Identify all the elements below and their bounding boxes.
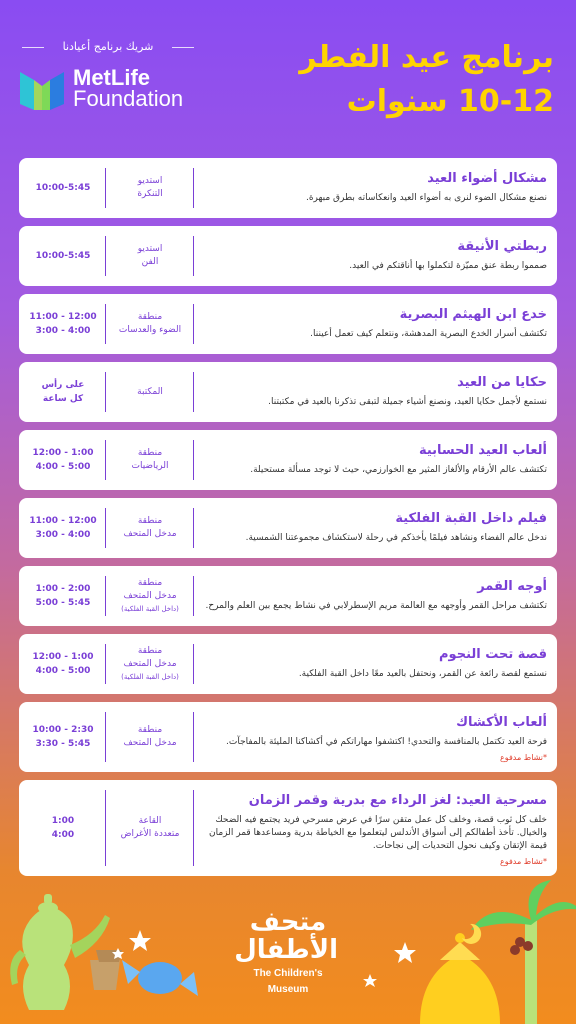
time-line: 4:00 - 5:00: [35, 462, 91, 472]
metlife-foundation-logo: [20, 66, 183, 110]
column-divider: [193, 508, 194, 548]
activity-card: [19, 362, 557, 422]
activity-description: ندخل عالم الفضاء ونشاهد فيلمًا يأخذكم في رحلة لاستكشاف مجموعتنا الشمسية.: [245, 533, 547, 543]
museum-name-english-1: The Children's: [253, 968, 323, 979]
activity-description: صمموا ربطة عنق مميّزة لتكملوا بها أناقتكم في العيد.: [349, 261, 547, 271]
time-line: 3:00 - 4:00: [35, 326, 91, 336]
column-divider: [193, 712, 194, 762]
activity-name: مشكال أضواء العيد: [427, 171, 547, 186]
location-line: استديو: [137, 176, 163, 186]
activity-location: [107, 498, 193, 558]
time-line: 12:00 - 1:00: [32, 652, 94, 662]
candy-icon: [122, 960, 198, 996]
column-divider: [193, 644, 194, 684]
time-line: 3:30 - 5:45: [35, 739, 91, 749]
activity-info: [197, 714, 547, 763]
activity-name: ربطتي الأنيقة: [457, 239, 547, 254]
activity-name: فيلم داخل القبة الفلكية: [395, 511, 547, 526]
activity-location: [107, 702, 193, 772]
activity-info: [197, 646, 547, 681]
activity-time: [19, 702, 107, 772]
time-line: 3:00 - 4:00: [35, 530, 91, 540]
time-line: على رأس: [41, 380, 85, 390]
location-note: (داخل القبة الفلكية): [121, 672, 179, 681]
time-line: 4:00 - 5:00: [35, 666, 91, 676]
activity-name: ألعاب الأكشاك: [456, 715, 547, 730]
column-divider: [193, 372, 194, 412]
activity-description: تكتشف مراحل القمر وأوجهه مع العالمة مريم الإسطرلابي في نشاط يجمع بين العلم والمرح.: [205, 601, 547, 611]
location-line: المكتبة: [137, 386, 163, 397]
activity-time: [19, 566, 107, 626]
logo-line1: MetLife: [73, 65, 150, 90]
activity-card: [19, 430, 557, 490]
activity-location: [107, 566, 193, 626]
activity-location: [107, 226, 193, 286]
location-line: التنكرة: [137, 189, 163, 199]
activity-description: تكتشف أسرار الخدع البصرية المدهشة، ونتعلم كيف تعمل أعيننا.: [310, 329, 547, 339]
header: [0, 0, 576, 150]
time-line: كل ساعة: [42, 394, 84, 404]
activity-list: [19, 158, 557, 884]
activity-description: نستمع لأجمل حكايا العيد، ونصنع أشياء جميلة لتبقى تذكرنا بالعيد في مكتبتنا.: [268, 397, 547, 407]
time-line: 1:00 - 2:00: [35, 584, 91, 594]
dallah-icon: [10, 894, 110, 1010]
activity-card: [19, 702, 557, 772]
activity-location: [107, 158, 193, 218]
time-line: 10:00 - 2:30: [32, 725, 94, 735]
column-divider: [193, 304, 194, 344]
activity-description: خلف كل ثوب قصة، وخلف كل عمل متقن سرًا في عرض مسرحي فريد يجتمع فيه الضحك والخيال. تأخذ أطفالكم إلى أسواق الأندلس ليتعلموا مع الخياطة بدرية ومساعدها قمر الزمان قيمة الإتقان وكيف نحول التحديات إلى نجاحات.: [208, 815, 547, 851]
activity-description: فرحة العيد تكتمل بالمنافسة والتحدي! اكتشفوا مهاراتكم في أكشاكنا المليئة بالمفاجآت.: [226, 737, 547, 747]
museum-name-english-2: Museum: [267, 984, 309, 995]
location-line: منطقة: [137, 725, 163, 735]
title-line2: 10-12 سنوات: [346, 84, 554, 119]
location-line: منطقة: [137, 577, 163, 588]
activity-time: [19, 294, 107, 354]
location-line: مدخل المتحف: [123, 529, 177, 539]
activity-name: ألعاب العيد الحسابية: [418, 443, 547, 458]
activity-name: خدع ابن الهيثم البصرية: [399, 307, 547, 322]
time-line: 11:00 - 12:00: [29, 516, 97, 526]
childrens-museum-logo: [234, 907, 338, 996]
activity-time: [19, 780, 107, 876]
location-line: منطقة: [137, 645, 163, 656]
location-line: الضوء والعدسات: [118, 325, 182, 335]
activity-card: [19, 780, 557, 876]
activity-description: نستمع لقصة رائعة عن القمر، ونحتفل بالعيد معًا داخل القبة الفلكية.: [298, 669, 547, 679]
location-line: منطقة: [137, 312, 163, 322]
activity-card: [19, 158, 557, 218]
activity-name: أوجه القمر: [477, 579, 547, 594]
activity-card: [19, 226, 557, 286]
crescent-icon: [462, 924, 481, 944]
location-line: القاعة: [138, 816, 162, 826]
column-divider: [193, 440, 194, 480]
paid-activity-note: *نشاط مدفوع: [500, 857, 547, 866]
location-note: (داخل القبة الفلكية): [121, 604, 179, 613]
activity-card: [19, 566, 557, 626]
activity-info: [197, 578, 547, 613]
partner-label: شريك برنامج أعيادنا: [22, 40, 194, 53]
location-line: مدخل المتحف: [123, 738, 177, 748]
paid-activity-note: *نشاط مدفوع: [500, 753, 547, 762]
activity-card: [19, 634, 557, 694]
activity-location: [107, 634, 193, 694]
activity-name: حكايا من العيد: [457, 375, 547, 390]
activity-info: [197, 374, 547, 409]
time-line: 11:00 - 12:00: [29, 312, 97, 322]
activity-location: [107, 430, 193, 490]
column-divider: [193, 168, 194, 208]
activity-card: [19, 294, 557, 354]
footer: [0, 880, 576, 1024]
activity-description: نصنع مشكال الضوء لنرى به أضواء العيد وانعكاساته بطرق مبهرة.: [305, 193, 547, 203]
logo-line2: Foundation: [73, 86, 184, 111]
page-title: [254, 36, 554, 124]
activity-time: [19, 158, 107, 218]
location-line: منطقة: [137, 516, 163, 526]
activity-time: [19, 430, 107, 490]
time-line: 1:00: [51, 816, 75, 826]
location-line: الرياضيات: [131, 461, 169, 471]
time-line: 12:00 - 1:00: [32, 448, 94, 458]
activity-location: [107, 780, 193, 876]
location-line: استديو: [137, 244, 163, 254]
activity-time: [19, 498, 107, 558]
time-line: 4:00: [51, 830, 75, 840]
activity-time: [19, 226, 107, 286]
time-line: 10:00-5:45: [35, 183, 91, 193]
location-line: متعددة الأغراض: [120, 829, 180, 839]
time-line: 10:00-5:45: [35, 251, 91, 261]
column-divider: [193, 236, 194, 276]
activity-info: [197, 792, 547, 867]
activity-card: [19, 498, 557, 558]
activity-info: [197, 238, 547, 273]
location-line: الفن: [141, 257, 159, 267]
activity-time: [19, 362, 107, 422]
time-line: 5:00 - 5:45: [35, 598, 91, 608]
location-line: مدخل المتحف: [123, 658, 177, 669]
metlife-logo-icon: [20, 66, 64, 110]
column-divider: [193, 576, 194, 616]
activity-name: قصة تحت النجوم: [439, 647, 547, 662]
column-divider: [193, 790, 194, 866]
activity-name: مسرحية العيد: لغز الرداء مع بدرية وقمر الزمان: [248, 793, 547, 808]
activity-description: تكتشف عالم الأرقام والألغاز المثير مع الخوارزمي، حيث لا توجد مسألة مستحيلة.: [250, 465, 547, 475]
activity-location: [107, 362, 193, 422]
location-line: مدخل المتحف: [123, 590, 177, 601]
activity-location: [107, 294, 193, 354]
activity-info: [197, 170, 547, 205]
lantern-icon: [420, 933, 500, 1024]
activity-time: [19, 634, 107, 694]
activity-info: [197, 306, 547, 341]
activity-info: [197, 510, 547, 545]
activity-info: [197, 442, 547, 477]
museum-name-arabic: متحف الأطفال: [234, 907, 338, 965]
title-line1: برنامج عيد الفطر: [299, 40, 554, 75]
location-line: منطقة: [137, 448, 163, 458]
